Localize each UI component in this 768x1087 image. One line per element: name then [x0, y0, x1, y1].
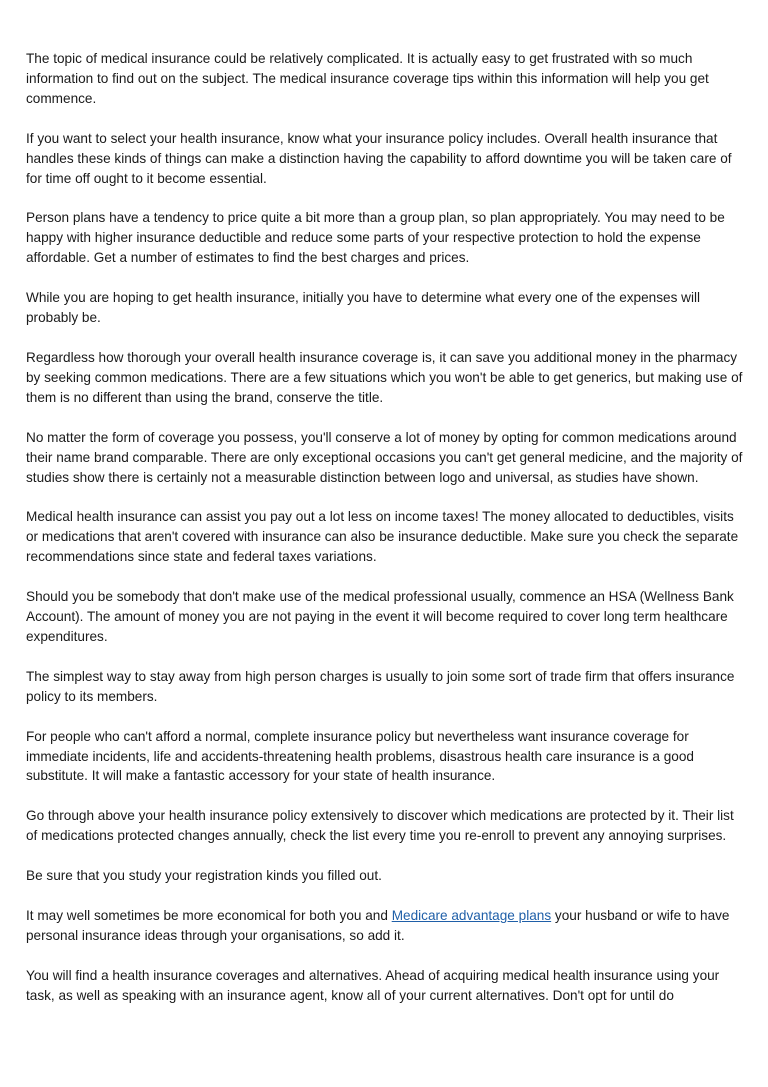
paragraph-10: For people who can't afford a normal, complete insurance policy but nevertheless want insurance coverage for immediate incidents, life and accidents-threatening health problems, disastrous health care insurance is a good substitute. It will make a fantastic accessory for your state of health insurance. — [26, 728, 694, 784]
paragraph-6: No matter the form of coverage you possess, you'll conserve a lot of money by opting for common medications around their name brand comparable. There are only exceptional occasions you can't get general medicine, and the majority of studies show there is certainly not a measurable distinction between logo and universal, as studies have shown. — [26, 429, 743, 485]
paragraph-13 — [26, 906, 744, 946]
paragraph-4: While you are hoping to get health insurance, initially you have to determine what every one of the expenses will probably be. — [26, 290, 701, 326]
paragraph-13-before: It may well sometimes be more economical for both you and — [26, 908, 392, 924]
paragraph-12: Be sure that you study your registration kinds you filled out. — [26, 868, 382, 884]
paragraph-9: The simplest way to stay away from high person charges is usually to join some sort of trade firm that offers insurance policy to its members. — [26, 668, 735, 704]
paragraph-14: You will find a health insurance coverages and alternatives. Ahead of acquiring medical health insurance using your task, as well as speaking with an insurance agent, know all of your current alternatives. Don't opt for until do — [26, 967, 720, 1003]
paragraph-5: Regardless how thorough your overall health insurance coverage is, it can save you additional money in the pharmacy by seeking common medications. There are a few situations which you won't be able to get generics, but making use of them is no different than using the brand, conserve the title. — [26, 349, 743, 405]
paragraph-11: Go through above your health insurance policy extensively to discover which medications are protected by it. Their list of medications protected changes annually, check the list every time you re-enroll to prevent any annoying surprises. — [26, 808, 734, 844]
paragraph-7: Medical health insurance can assist you pay out a lot less on income taxes! The money allocated to deductibles, visits or medications that aren't covered with insurance can also be insurance deductible. Make sure you check the separate recommendations since state and federal taxes variations. — [26, 509, 739, 565]
paragraph-8: Should you be somebody that don't make use of the medical professional usually, commence an HSA (Wellness Bank Account). The amount of money you are not paying in the event it will become required to cover long term healthcare expenditures. — [26, 589, 734, 644]
document-page — [26, 49, 744, 1026]
paragraph-13-after: your husband or wife to have personal insurance ideas through your organisations, so add it. — [26, 908, 730, 943]
paragraph-3: Person plans have a tendency to price quite a bit more than a group plan, so plan appropriately. You may need to be happy with higher insurance deductible and reduce some parts of your respective protection to hold the expense affordable. Get a number of estimates to find the best charges and prices. — [26, 210, 725, 266]
paragraph-1: The topic of medical insurance could be relatively complicated. It is actually easy to get frustrated with so much information to find out on the subject. The medical insurance coverage tips within this information will help you get commence. — [26, 51, 709, 106]
medicare-advantage-plans-link[interactable]: Medicare advantage plans — [391, 908, 552, 924]
paragraph-2: If you want to select your health insurance, know what your insurance policy includes. Overall health insurance that handles these kinds of things can make a distinction having the capability to afford downtime you will be taken care of for time off ought to it become essential. — [26, 130, 732, 186]
